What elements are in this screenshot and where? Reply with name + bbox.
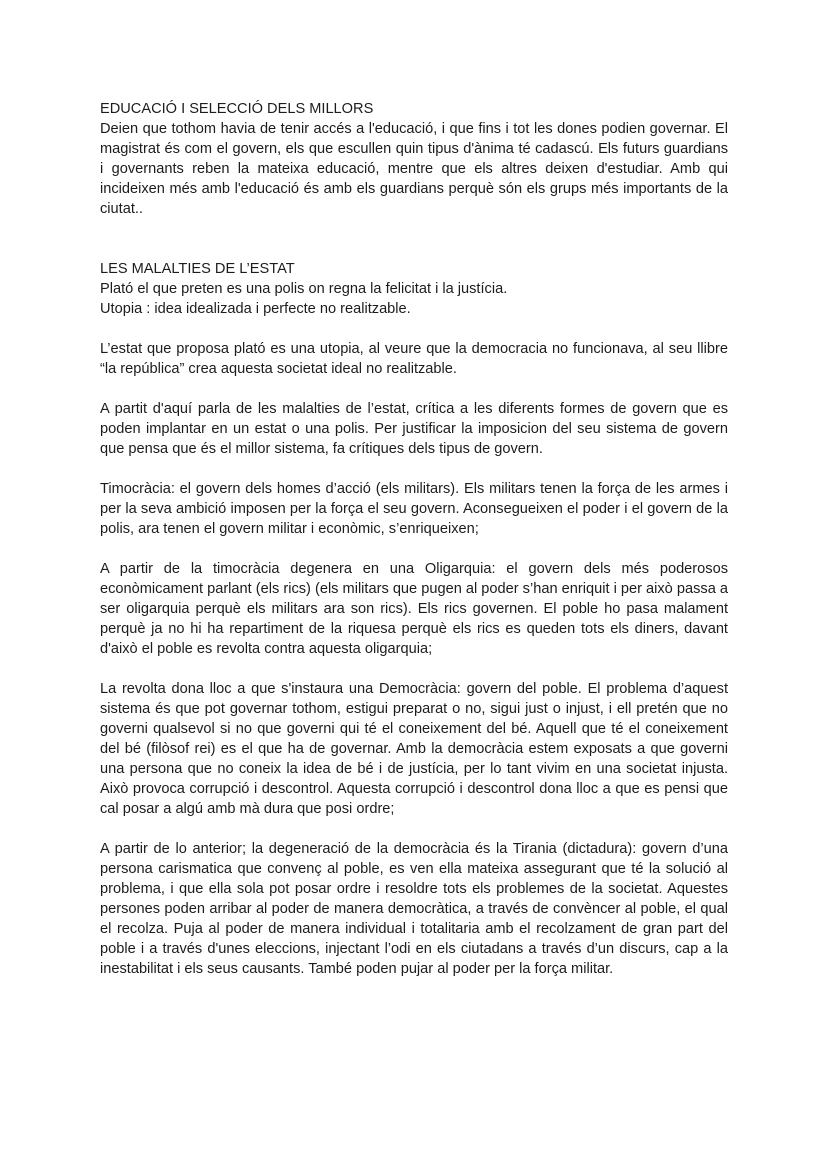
paragraph-spacer <box>100 659 728 679</box>
text-line-utopia: Utopia : idea idealizada i perfecte no realitzable. <box>100 301 411 317</box>
paragraph-spacer <box>100 459 728 479</box>
section-heading-educacio: EDUCACIÓ I SELECCIÓ DELS MILLORS <box>100 101 374 117</box>
paragraph-estat-utopia: L’estat que proposa plató es una utopia, al veure que la democracia no funcionava, al seu llibre “la república” crea aquesta societat ideal no realitzable. <box>100 341 728 377</box>
paragraph-timocracia: Timocràcia: el govern dels homes d’acció (els militars). Els militars tenen la força de les armes i per la seva ambició imposen per la força el seu govern. Aconsegueixen el poder i el govern de la polis, ara tenen el govern militar i econòmic, s’enriqueixen; <box>100 481 728 537</box>
document-page <box>100 99 728 979</box>
paragraph-democracia: La revolta dona lloc a que s'instaura una Democràcia: govern del poble. El problema d’aquest sistema és que pot governar tothom, estigui preparat o no, sigui just o injust, i ell pretén que no governi qualsevol si no que governi qui té el coneixement del bé. Aquell que té el coneixement del bé (filòsof rei) es el que ha de governar. Amb la democràcia estem exposats a que governi una persona que no coneix la idea de bé i de justícia, per lo tant vivim en una societat injusta. Això provoca corrupció i descontrol. Aquesta corrupció i descontrol dona lloc a que es pensi que cal posar a algú amb mà dura que posi ordre; <box>100 681 728 817</box>
paragraph-educacio: Deien que tothom havia de tenir accés a l'educació, i que fins i tot les dones podien governar. El magistrat és com el govern, els que escullen quin tipus d'ànima té cadascú. Els futurs guardians i governants reben la mateixa educació, mentre que els altres deixen d'estudiar. Amb qui incideixen més amb l'educació és amb els guardians perquè són els grups més importants de la ciutat.. <box>100 121 728 217</box>
paragraph-spacer <box>100 379 728 399</box>
section-malalties <box>100 259 728 979</box>
section-heading-malalties: LES MALALTIES DE L’ESTAT <box>100 261 295 277</box>
paragraph-oligarquia: A partir de la timocràcia degenera en una Oligarquia: el govern dels més poderosos econòmicament parlant (els rics) (els militars que pugen al poder s’han enriquit i per això passa a ser oligarquia perquè els militars ara son rics). Els rics governen. El poble ho pasa malament perquè ja no hi ha repartiment de la riquesa perquè els rics es queden tots els diners, davant d'això el poble es revolta contra aquesta oligarquia; <box>100 561 728 657</box>
text-line-plato: Plató el que preten es una polis on regna la felicitat i la justícia. <box>100 281 508 297</box>
paragraph-spacer <box>100 539 728 559</box>
section-educacio <box>100 99 728 219</box>
section-spacer <box>100 219 728 259</box>
paragraph-tirania: A partir de lo anterior; la degeneració de la democràcia és la Tirania (dictadura): govern d’una persona carismatica que convenç al poble, es ven ella mateixa assegurant que té la solució al problema, i que ella sola pot posar ordre i resoldre tots els problemes de la societat. Aquestes persones poden arribar al poder de manera democràtica, a través de convèncer al poble, el qual el recolza. Puja al poder de manera individual i totalitaria amb el recolzament de gran part del poble i a través d'unes eleccions, injectant l’odi en els ciutadans a través d’un discurs, cap a la inestabilitat i els seus causants. També poden pujar al poder per la força militar. <box>100 841 728 977</box>
paragraph-spacer <box>100 319 728 339</box>
paragraph-malalties-estat: A partit d'aquí parla de les malalties de l’estat, crítica a les diferents formes de govern que es poden implantar en un estat o una polis. Per justificar la imposicion del seu sistema de govern que pensa que és el millor sistema, fa crítiques dels tipus de govern. <box>100 401 728 457</box>
paragraph-spacer <box>100 819 728 839</box>
